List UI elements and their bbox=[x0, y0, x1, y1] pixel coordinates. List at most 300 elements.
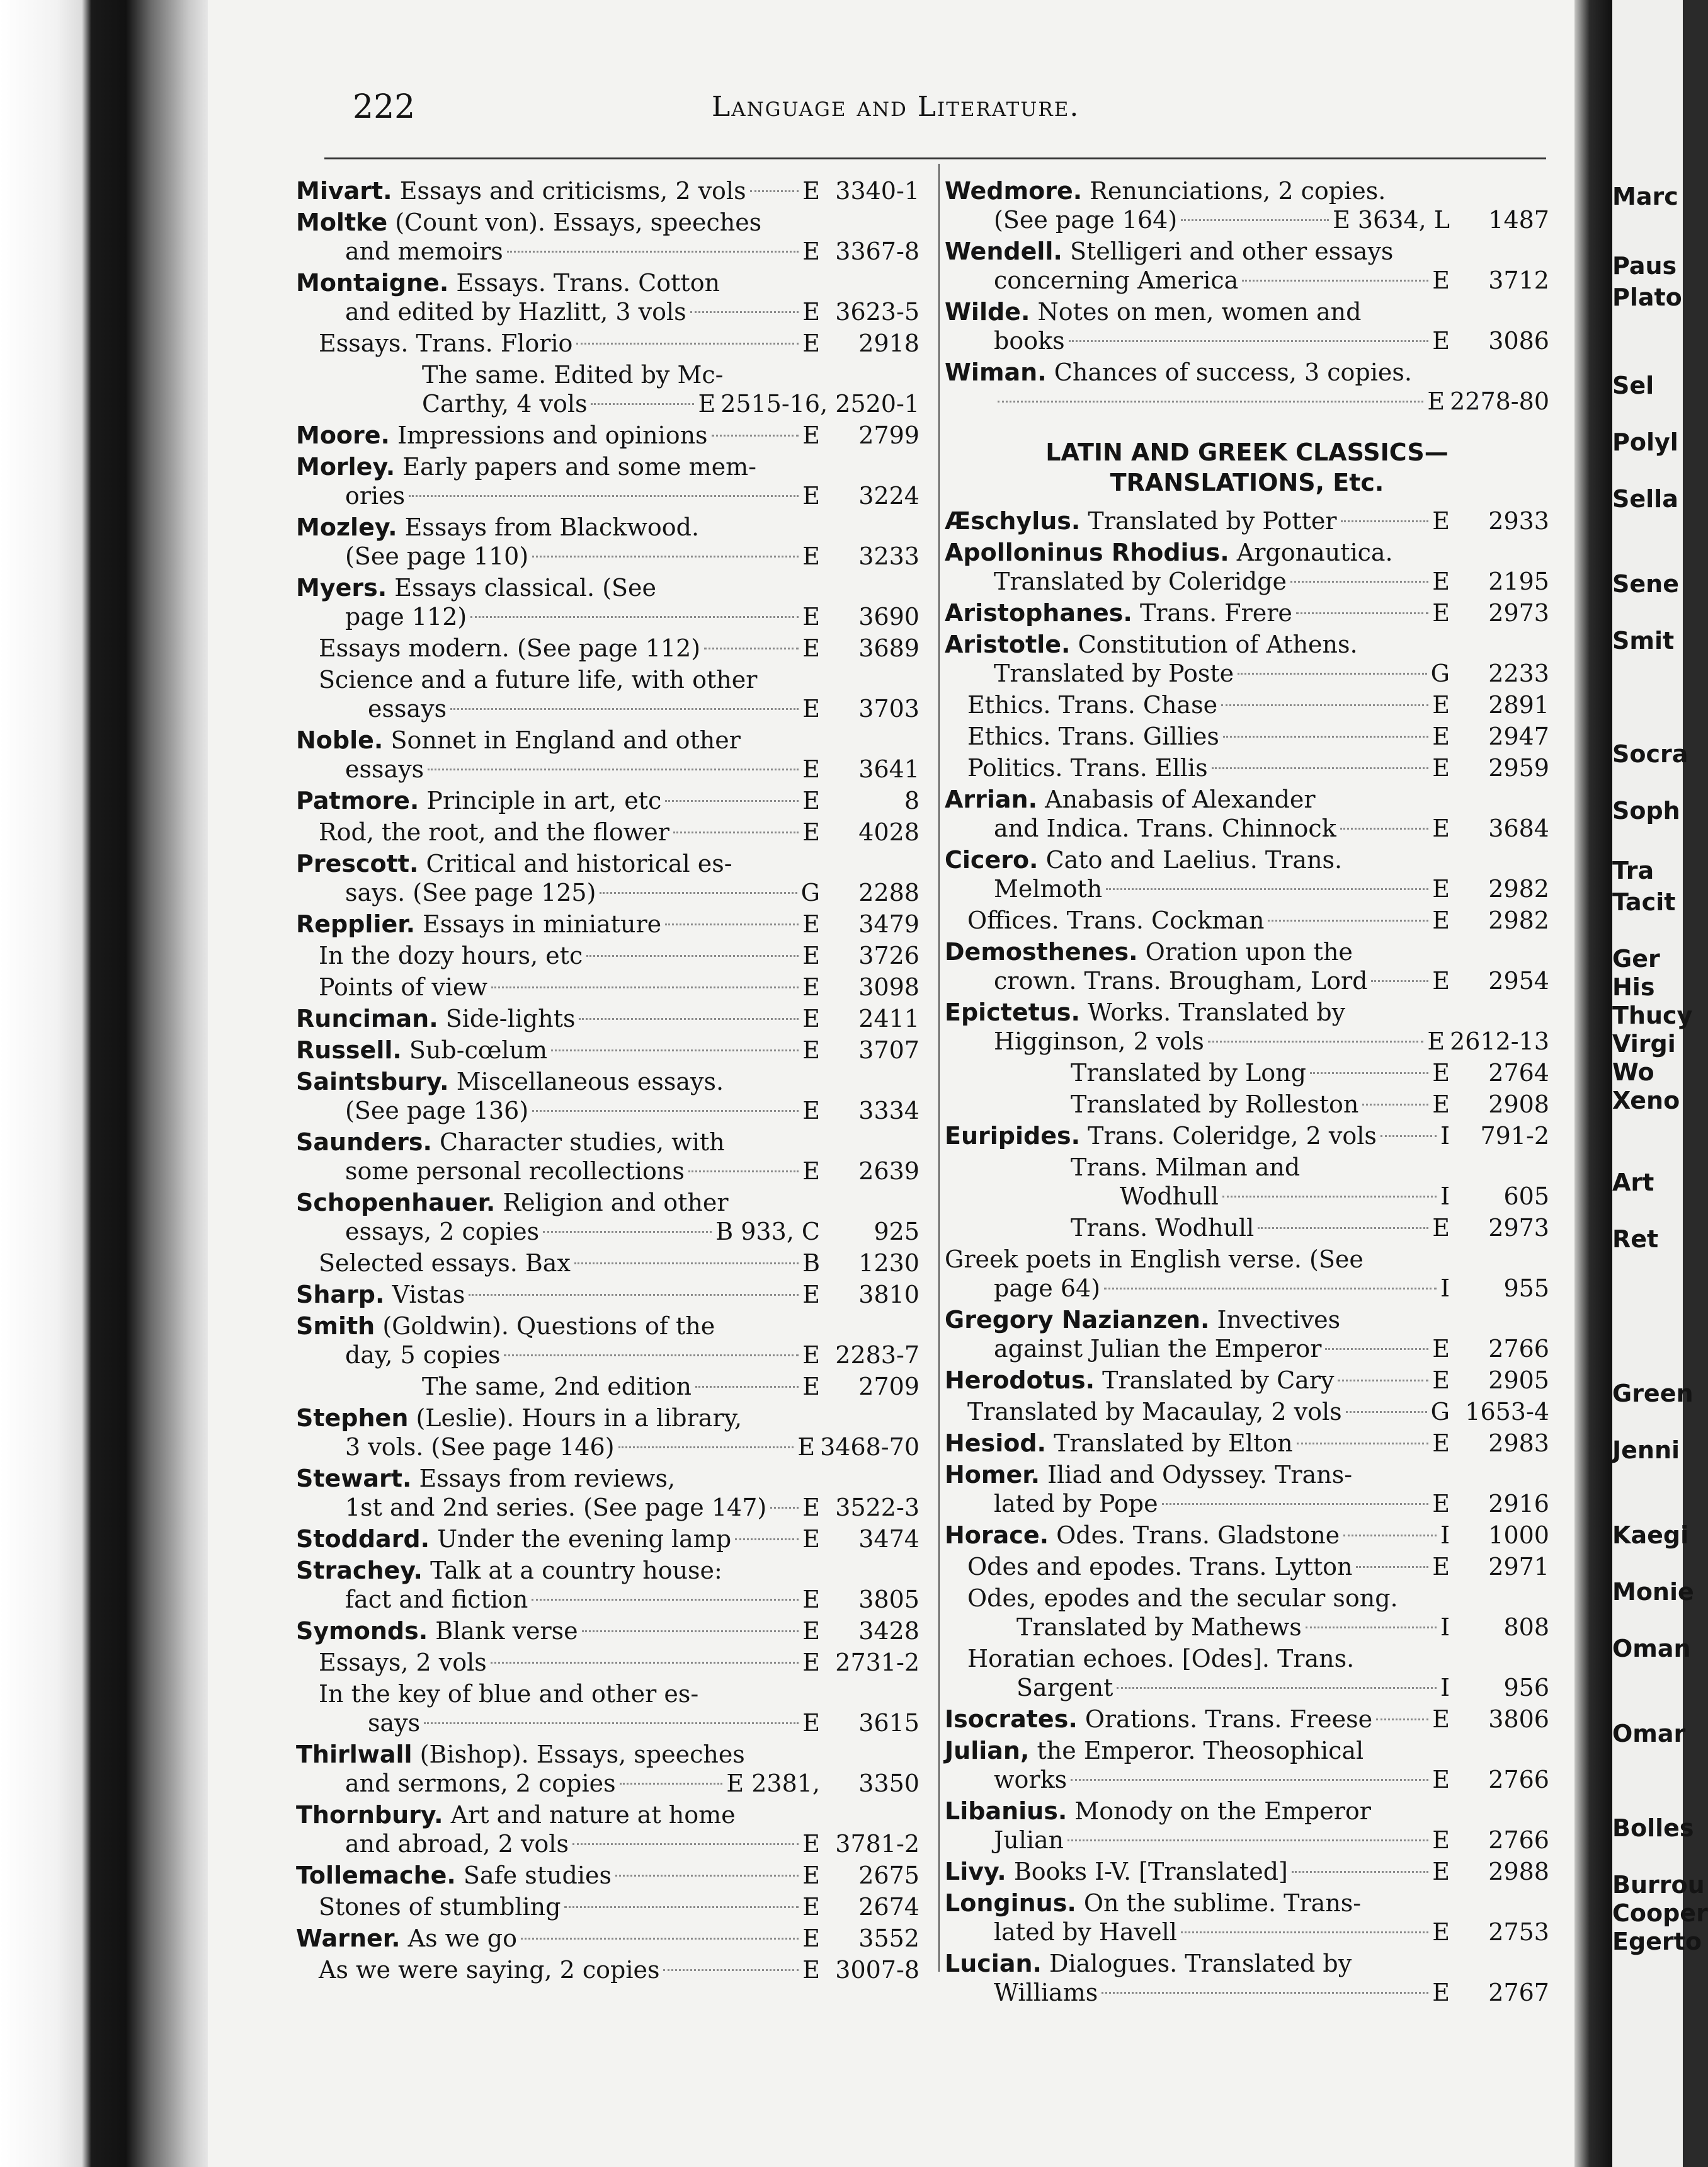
entry-title: Translated by Potter bbox=[1088, 507, 1337, 535]
shelf-number: 3684 bbox=[1488, 815, 1549, 842]
facing-page-word: Sella bbox=[1612, 485, 1678, 513]
facing-page-word: Plato bbox=[1612, 283, 1682, 311]
shelf-number: 2767 bbox=[1488, 1979, 1549, 2006]
entry-line bbox=[1071, 1090, 1549, 1119]
entry-author: Julian, bbox=[945, 1737, 1030, 1764]
entry-line bbox=[296, 1769, 919, 1798]
leader-dots bbox=[586, 955, 799, 957]
entry-text bbox=[296, 726, 741, 755]
entry-text bbox=[1071, 1090, 1358, 1119]
entry-text bbox=[945, 1857, 1288, 1886]
shelf-number: 2954 bbox=[1488, 967, 1549, 995]
entry-text bbox=[945, 1429, 1293, 1458]
leader-dots bbox=[1221, 704, 1428, 706]
facing-page-word: Paus bbox=[1612, 252, 1677, 280]
shelf-number: 3340-1 bbox=[835, 177, 919, 205]
entry-title: and Indica. Trans. Chinnock bbox=[994, 815, 1336, 842]
entry-author: Mozley. bbox=[296, 513, 397, 541]
entry-line bbox=[945, 1521, 1549, 1550]
scan-edge-left bbox=[0, 0, 208, 2167]
entry-title: Translated by Coleridge bbox=[994, 568, 1287, 595]
entry-line bbox=[319, 1679, 919, 1708]
entry-title: Selected essays. Bax bbox=[319, 1249, 571, 1277]
entry-text bbox=[296, 513, 699, 542]
shelf-number: 605 bbox=[1503, 1182, 1549, 1210]
index-entry bbox=[296, 1312, 919, 1369]
entry-author: Lucian. bbox=[945, 1950, 1042, 1977]
entry-title: Books I-V. [Translated] bbox=[1013, 1858, 1288, 1885]
entry-text bbox=[345, 237, 503, 266]
entry-author: Gregory Nazianzen. bbox=[945, 1306, 1210, 1334]
entry-line bbox=[945, 176, 1549, 205]
entry-title: Julian bbox=[994, 1826, 1064, 1854]
entry-title: Essays from reviews, bbox=[419, 1465, 676, 1492]
shelf-number: 2988 bbox=[1488, 1858, 1549, 1885]
entry-line bbox=[296, 1432, 919, 1461]
entry-title: Trans. Frere bbox=[1139, 599, 1292, 627]
class-letter: E bbox=[802, 603, 820, 631]
entry-text bbox=[994, 266, 1238, 295]
entry-text bbox=[296, 1004, 575, 1033]
leader-dots bbox=[1258, 1227, 1428, 1229]
entry-title: Side-lights bbox=[445, 1005, 576, 1032]
entry-author: Longinus. bbox=[945, 1889, 1076, 1917]
index-entry bbox=[296, 329, 919, 358]
index-entry bbox=[945, 1889, 1549, 1947]
entry-text bbox=[319, 1679, 698, 1708]
entry-text bbox=[945, 506, 1337, 535]
class-letter: E bbox=[1432, 691, 1450, 719]
entry-line bbox=[319, 818, 919, 847]
index-entry bbox=[296, 176, 919, 205]
class-letter: E bbox=[802, 818, 820, 846]
facing-page-word: Smit bbox=[1612, 627, 1675, 655]
shelf-number: 3690 bbox=[858, 603, 919, 631]
entry-title: essays, 2 copies bbox=[345, 1218, 540, 1245]
entry-text bbox=[945, 1797, 1371, 1826]
index-entry bbox=[296, 665, 919, 723]
entry-title: Dialogues. Translated by bbox=[1049, 1950, 1352, 1977]
entry-text bbox=[945, 937, 1353, 966]
class-letter: E bbox=[802, 1956, 820, 1984]
entry-line bbox=[296, 268, 919, 297]
shelf-number: 2959 bbox=[1488, 754, 1549, 782]
entry-text bbox=[945, 1460, 1352, 1489]
entry-text bbox=[345, 755, 424, 784]
entry-line bbox=[296, 573, 919, 602]
shelf-number: 3712 bbox=[1488, 266, 1549, 294]
entry-title: In the key of blue and other es- bbox=[319, 1680, 699, 1708]
shelf-number: 2288 bbox=[858, 879, 919, 906]
shelf-number: 2799 bbox=[858, 421, 919, 449]
entry-line bbox=[945, 785, 1549, 814]
entry-line bbox=[945, 1027, 1549, 1056]
right-column bbox=[945, 176, 1549, 2010]
entry-text bbox=[945, 1705, 1372, 1734]
entry-text bbox=[945, 845, 1342, 874]
entry-line bbox=[945, 937, 1549, 966]
entry-title: Essays from Blackwood. bbox=[404, 513, 700, 541]
index-entry bbox=[296, 1128, 919, 1186]
leader-dots bbox=[409, 495, 799, 497]
class-letter: E bbox=[802, 1373, 820, 1400]
index-entry bbox=[945, 297, 1549, 355]
shelf-number: 1653-4 bbox=[1465, 1398, 1549, 1426]
entry-text bbox=[945, 1736, 1364, 1765]
index-entry bbox=[296, 452, 919, 510]
entry-line bbox=[319, 694, 919, 723]
entry-text bbox=[422, 389, 587, 418]
index-entry bbox=[296, 941, 919, 970]
class-letter: E bbox=[1432, 507, 1450, 535]
entry-line bbox=[967, 690, 1549, 719]
entry-line bbox=[319, 1708, 919, 1737]
entry-text bbox=[1120, 1182, 1219, 1211]
class-letter: E bbox=[1432, 967, 1450, 995]
entry-line bbox=[296, 1800, 919, 1829]
entry-text bbox=[296, 421, 708, 450]
entry-text bbox=[368, 694, 447, 723]
index-entry bbox=[296, 360, 919, 418]
entry-text bbox=[994, 1765, 1067, 1794]
shelf-number: 2973 bbox=[1488, 599, 1549, 627]
entry-line bbox=[296, 755, 919, 784]
entry-title: Monody on the Emperor bbox=[1074, 1797, 1371, 1825]
index-entry bbox=[945, 1584, 1549, 1642]
entry-title: Translated by Long bbox=[1071, 1059, 1306, 1087]
shelf-number: 2674 bbox=[858, 1893, 919, 1921]
leader-dots bbox=[576, 343, 799, 345]
class-letter: E bbox=[802, 237, 820, 265]
class-letter: E bbox=[797, 1433, 816, 1461]
entry-line bbox=[296, 1312, 919, 1341]
index-entry bbox=[296, 1648, 919, 1677]
entry-author: Aristotle. bbox=[945, 631, 1071, 658]
class-letter: E bbox=[802, 1893, 820, 1921]
entry-text bbox=[319, 818, 669, 847]
entry-title: 1st and 2nd series. (See page 147) bbox=[345, 1494, 767, 1521]
index-entry bbox=[296, 973, 919, 1002]
entry-title: Character studies, with bbox=[439, 1128, 725, 1156]
entry-title: Carthy, 4 vols bbox=[422, 390, 588, 418]
entry-author: Arrian. bbox=[945, 786, 1038, 813]
leader-dots bbox=[1102, 1992, 1428, 1994]
entry-text bbox=[296, 452, 756, 481]
entry-line bbox=[319, 1955, 919, 1984]
shelf-number: 2971 bbox=[1488, 1553, 1549, 1581]
shelf-number: 3334 bbox=[858, 1097, 919, 1124]
entry-text bbox=[994, 205, 1177, 234]
entry-line bbox=[296, 1585, 919, 1614]
index-entry bbox=[945, 906, 1549, 935]
entry-line bbox=[967, 753, 1549, 782]
entry-title: Rod, the root, and the flower bbox=[319, 818, 669, 846]
entry-title: Translated by Macaulay, 2 vols bbox=[967, 1398, 1342, 1426]
entry-text bbox=[1071, 1153, 1300, 1182]
entry-title: Notes on men, women and bbox=[1037, 298, 1362, 326]
entry-line bbox=[945, 1949, 1549, 1978]
shelf-number: 2891 bbox=[1488, 691, 1549, 719]
class-letter: E bbox=[802, 1281, 820, 1308]
entry-author: Demosthenes. bbox=[945, 938, 1138, 966]
leader-dots bbox=[1292, 1871, 1428, 1873]
entry-text bbox=[345, 1769, 616, 1798]
entry-title: page 64) bbox=[994, 1274, 1101, 1302]
right-column-essays bbox=[945, 176, 1549, 416]
entry-author: Stoddard. bbox=[296, 1525, 430, 1553]
entry-author: Schopenhauer. bbox=[296, 1189, 496, 1216]
entry-text bbox=[345, 1217, 539, 1246]
class-letter: E 3634, L bbox=[1333, 206, 1450, 234]
entry-title: lated by Pope bbox=[994, 1490, 1158, 1518]
class-letter: I bbox=[1440, 1613, 1450, 1641]
entry-title: Essays. Trans. Cotton bbox=[456, 269, 720, 297]
class-letter: E bbox=[802, 298, 820, 326]
entry-author: Strachey. bbox=[296, 1557, 423, 1584]
shelf-number: 3703 bbox=[858, 695, 919, 723]
entry-line bbox=[945, 998, 1549, 1027]
leader-dots bbox=[665, 923, 799, 925]
leader-dots bbox=[704, 648, 799, 649]
class-letter: E bbox=[1432, 723, 1450, 750]
entry-text bbox=[945, 358, 1412, 387]
leader-dots bbox=[1296, 612, 1428, 614]
entry-title: Critical and historical es- bbox=[426, 850, 732, 878]
class-letter: E bbox=[802, 1924, 820, 1952]
entry-title: (See page 164) bbox=[994, 206, 1178, 234]
entry-line bbox=[967, 906, 1549, 935]
entry-text bbox=[945, 785, 1316, 814]
class-letter: E bbox=[1432, 906, 1450, 934]
facing-page-fragment bbox=[1612, 0, 1708, 2167]
entry-text bbox=[345, 297, 686, 326]
index-entry bbox=[945, 1305, 1549, 1363]
entry-text bbox=[345, 481, 405, 510]
leader-dots bbox=[620, 1783, 723, 1785]
entry-text bbox=[345, 542, 528, 571]
entry-text bbox=[994, 1918, 1177, 1947]
entry-line bbox=[945, 1489, 1549, 1518]
index-entry bbox=[945, 785, 1549, 843]
entry-title: Talk at a country house: bbox=[430, 1557, 722, 1584]
index-entry bbox=[296, 1249, 919, 1278]
index-entry bbox=[945, 506, 1549, 535]
facing-page-word: His bbox=[1612, 973, 1655, 1001]
index-entry bbox=[945, 1213, 1549, 1242]
entry-line bbox=[296, 1128, 919, 1157]
class-letter: E bbox=[802, 1861, 820, 1889]
leader-dots bbox=[491, 986, 799, 988]
entry-title: some personal recollections bbox=[345, 1157, 685, 1185]
entry-text bbox=[319, 1249, 571, 1278]
entry-line bbox=[296, 849, 919, 878]
entry-line bbox=[296, 421, 919, 450]
index-entry bbox=[945, 1366, 1549, 1395]
entry-text bbox=[296, 1280, 465, 1309]
entry-line bbox=[1071, 1153, 1549, 1182]
class-letter: E bbox=[1432, 1979, 1450, 2006]
class-letter: E bbox=[802, 1586, 820, 1613]
shelf-number: 2411 bbox=[858, 1005, 919, 1032]
index-entry bbox=[945, 176, 1549, 234]
entry-title: As we were saying, 2 copies bbox=[319, 1956, 660, 1984]
leader-dots bbox=[1338, 1380, 1428, 1381]
leader-dots bbox=[770, 1507, 799, 1509]
entry-author: Horace. bbox=[945, 1521, 1049, 1549]
entry-line bbox=[296, 1829, 919, 1858]
shelf-number: 2515-16, 2520-1 bbox=[720, 390, 919, 418]
leader-dots bbox=[690, 311, 799, 313]
entry-line bbox=[296, 1556, 919, 1585]
leader-dots bbox=[1343, 1535, 1437, 1536]
shelf-number: 2612-13 bbox=[1450, 1027, 1549, 1055]
entry-text bbox=[994, 659, 1234, 688]
entry-author: Homer. bbox=[945, 1461, 1040, 1489]
shelf-number: 3428 bbox=[858, 1617, 919, 1645]
leader-dots bbox=[1376, 1718, 1428, 1720]
index-entry bbox=[945, 1153, 1549, 1211]
entry-text bbox=[994, 1334, 1321, 1363]
class-letter: E bbox=[802, 421, 820, 449]
entry-text bbox=[994, 1978, 1098, 2007]
facing-page-word: Socra bbox=[1612, 740, 1688, 768]
entry-line bbox=[296, 602, 919, 631]
entry-line bbox=[422, 1372, 919, 1401]
index-entry bbox=[945, 538, 1549, 596]
leader-dots bbox=[615, 1875, 799, 1877]
shelf-number: 3689 bbox=[858, 634, 919, 662]
class-letter: E bbox=[802, 1649, 820, 1676]
shelf-number: 2933 bbox=[1488, 507, 1549, 535]
entry-line bbox=[296, 1464, 919, 1493]
entry-text bbox=[994, 1027, 1204, 1056]
entry-title: Essays, 2 vols bbox=[319, 1649, 487, 1676]
leader-dots bbox=[750, 190, 799, 192]
leader-dots bbox=[1071, 1779, 1428, 1781]
entry-title: (Bishop). Essays, speeches bbox=[419, 1741, 745, 1768]
entry-title: Translated by Cary bbox=[1102, 1366, 1335, 1394]
entry-text bbox=[296, 208, 761, 237]
class-letter: E bbox=[802, 695, 820, 723]
shelf-number: 2233 bbox=[1488, 660, 1549, 687]
leader-dots bbox=[1162, 1503, 1429, 1505]
index-entry bbox=[945, 1460, 1549, 1518]
leader-dots bbox=[428, 769, 799, 770]
entry-author: Patmore. bbox=[296, 787, 419, 815]
entry-title: Art and nature at home bbox=[450, 1801, 736, 1829]
class-letter: E bbox=[802, 1709, 820, 1737]
leader-dots bbox=[579, 1018, 799, 1020]
shelf-number: 3224 bbox=[858, 482, 919, 510]
shelf-number: 955 bbox=[1503, 1274, 1549, 1302]
entry-title: Williams bbox=[994, 1979, 1098, 2006]
entry-text bbox=[296, 1404, 742, 1432]
class-letter: G bbox=[1430, 1398, 1450, 1426]
index-entry bbox=[945, 1949, 1549, 2007]
entry-line bbox=[1071, 1182, 1549, 1211]
shelf-number: 2766 bbox=[1488, 1335, 1549, 1363]
facing-page-word: Art bbox=[1612, 1169, 1654, 1196]
entry-line bbox=[945, 1918, 1549, 1947]
index-entry bbox=[296, 786, 919, 815]
entry-author: Russell. bbox=[296, 1036, 402, 1064]
entry-title: Anabasis of Alexander bbox=[1045, 786, 1316, 813]
entry-line bbox=[296, 786, 919, 815]
entry-title: essays bbox=[368, 695, 447, 723]
leader-dots bbox=[1068, 1839, 1428, 1841]
entry-title: Translated by Poste bbox=[994, 660, 1234, 687]
entry-author: Stewart. bbox=[296, 1465, 412, 1492]
entry-text bbox=[994, 814, 1336, 843]
facing-page-word: Egerto bbox=[1612, 1928, 1702, 1955]
class-letter: E bbox=[1432, 1214, 1450, 1242]
class-letter: E bbox=[1432, 1826, 1450, 1854]
class-letter: E bbox=[1432, 1366, 1450, 1394]
class-letter: B bbox=[802, 1249, 820, 1277]
entry-author: Noble. bbox=[296, 726, 384, 754]
entry-author: Epictetus. bbox=[945, 998, 1080, 1026]
entry-text bbox=[422, 360, 724, 389]
page-number: 222 bbox=[353, 88, 416, 126]
entry-title: Cato and Laelius. Trans. bbox=[1045, 846, 1343, 874]
entry-author: Repplier. bbox=[296, 910, 416, 938]
class-letter: E bbox=[1432, 1335, 1450, 1363]
entry-title: Trans. Milman and bbox=[1071, 1153, 1301, 1181]
entry-text bbox=[345, 1585, 528, 1614]
entry-title: lated by Havell bbox=[994, 1918, 1177, 1946]
index-entry bbox=[296, 818, 919, 847]
entry-text bbox=[945, 598, 1292, 627]
entry-title: Essays. Trans. Florio bbox=[319, 329, 573, 357]
leader-dots bbox=[618, 1446, 794, 1448]
class-letter: E bbox=[802, 973, 820, 1001]
shelf-number: 2278-80 bbox=[1450, 387, 1549, 415]
entry-title: Renunciations, 2 copies. bbox=[1090, 177, 1386, 205]
index-entry bbox=[296, 1036, 919, 1065]
entry-text bbox=[319, 1955, 659, 1984]
entry-title: and edited by Hazlitt, 3 vols bbox=[345, 298, 686, 326]
entry-text bbox=[1016, 1673, 1113, 1702]
entry-line bbox=[296, 726, 919, 755]
entry-line bbox=[296, 1493, 919, 1522]
entry-line bbox=[319, 973, 919, 1002]
class-letter: E bbox=[802, 634, 820, 662]
entry-title: Invectives bbox=[1217, 1306, 1341, 1334]
leader-dots bbox=[998, 401, 1423, 403]
leader-dots bbox=[1290, 581, 1428, 583]
running-title: Language and Literature. bbox=[712, 91, 1080, 123]
index-entry bbox=[296, 1616, 919, 1645]
entry-title: Essays in miniature bbox=[423, 910, 662, 938]
class-letter: E bbox=[1432, 1705, 1450, 1733]
facing-page-word: Kaegi bbox=[1612, 1521, 1689, 1549]
leader-dots bbox=[1242, 280, 1428, 282]
entry-text bbox=[945, 538, 1393, 567]
shelf-number: 2916 bbox=[1488, 1490, 1549, 1518]
class-letter: E bbox=[802, 1494, 820, 1521]
entry-line bbox=[296, 208, 919, 237]
entry-title: Horatian echoes. [Odes]. Trans. bbox=[967, 1645, 1355, 1672]
index-entry bbox=[296, 1861, 919, 1890]
entry-author: Prescott. bbox=[296, 850, 419, 878]
class-letter: E bbox=[802, 1005, 820, 1032]
entry-author: Wiman. bbox=[945, 358, 1047, 386]
entry-title: Principle in art, etc bbox=[426, 787, 662, 815]
class-letter: I bbox=[1440, 1674, 1450, 1701]
class-letter: G bbox=[800, 879, 820, 906]
entry-title: Ethics. Trans. Chase bbox=[967, 691, 1218, 719]
leader-dots bbox=[1222, 1196, 1437, 1198]
